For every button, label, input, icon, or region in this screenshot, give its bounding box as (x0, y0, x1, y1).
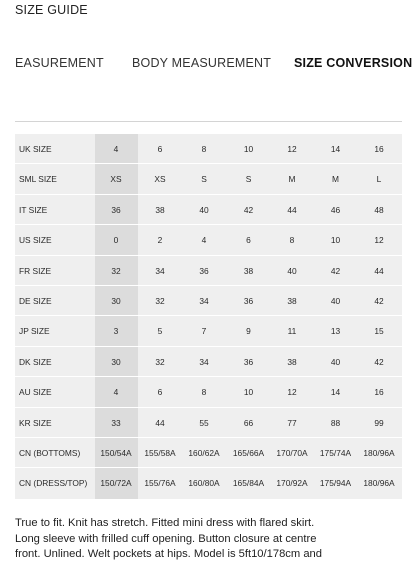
table-cell: 180/96A (363, 448, 395, 458)
table-cell: 16 (374, 387, 384, 398)
tab-product-measurement[interactable]: EASUREMENT (15, 56, 104, 70)
table-cell: 40 (330, 296, 341, 306)
table-cell: 4 (113, 144, 119, 154)
table-row (15, 347, 402, 377)
table-cell: 10 (330, 235, 341, 246)
table-cell: 8 (289, 235, 295, 246)
table-cell: 7 (201, 326, 207, 337)
table-row (15, 195, 402, 225)
row-label: UK SIZE (19, 144, 52, 154)
table-cell: 42 (374, 356, 384, 367)
row-label: JP SIZE (19, 326, 50, 337)
table-cell: 36 (243, 296, 254, 306)
table-cell: 40 (287, 265, 297, 276)
tab-body-measurement[interactable]: BODY MEASUREMENT (132, 56, 272, 70)
table-cell: 8 (201, 387, 207, 398)
table-cell: 6 (246, 235, 251, 246)
table-cell: 77 (287, 417, 297, 428)
tab-size-conversion[interactable]: SIZE CONVERSION (294, 56, 413, 70)
table-cell: 6 (157, 387, 163, 398)
table-cell: 3 (113, 326, 119, 337)
row-label: AU SIZE (19, 387, 52, 398)
table-cell: 36 (243, 356, 254, 367)
table-row (15, 438, 402, 468)
table-cell: 38 (287, 296, 297, 306)
table-cell: 32 (155, 356, 165, 367)
table-cell: 0 (113, 235, 119, 246)
row-label: KR SIZE (19, 417, 52, 428)
table-cell: 180/96A (363, 478, 395, 489)
table-cell: 4 (201, 235, 207, 246)
table-cell: 170/92A (276, 478, 308, 489)
table-row (15, 468, 402, 498)
table-cell: 40 (199, 204, 209, 215)
description-line: front. Unlined. Welt pockets at hips. Model is 5ft10/178cm and (15, 548, 322, 561)
row-label: US SIZE (19, 235, 52, 246)
table-cell: 155/76A (144, 478, 176, 489)
description-line: Long sleeve with frilled cuff opening. Button closure at centre (15, 532, 317, 545)
table-cell: 30 (111, 356, 121, 367)
table-cell: L (376, 174, 382, 185)
table-cell: 42 (243, 204, 254, 215)
table-cell: 42 (374, 296, 384, 306)
table-cell: 38 (287, 356, 297, 367)
table-row (15, 256, 402, 286)
row-label: DK SIZE (19, 356, 52, 367)
table-row (15, 408, 402, 438)
table-cell: 165/84A (232, 478, 265, 489)
table-cell: 175/74A (319, 448, 352, 458)
table-cell: 34 (155, 265, 165, 276)
table-cell: 48 (374, 204, 384, 215)
table-cell: M (332, 174, 339, 185)
table-cell: 16 (374, 144, 384, 154)
table-cell: 55 (199, 417, 209, 428)
table-cell: 34 (199, 296, 209, 306)
table-row (15, 377, 402, 407)
table-cell: 30 (111, 296, 121, 306)
table-cell: S (245, 174, 252, 185)
table-cell: 160/80A (188, 478, 220, 489)
row-label: IT SIZE (19, 204, 48, 215)
table-cell: 14 (330, 144, 341, 154)
table-row (15, 286, 402, 316)
table-cell: 6 (157, 144, 163, 154)
size-guide-tabs (0, 56, 416, 76)
table-cell: 42 (330, 265, 341, 276)
table-cell: 10 (243, 144, 254, 154)
table-cell: 8 (201, 144, 207, 154)
table-cell: 66 (243, 417, 254, 428)
table-row (15, 134, 402, 164)
table-cell: 150/72A (100, 478, 132, 489)
table-cell: 44 (287, 204, 297, 215)
table-cell: 15 (374, 326, 384, 337)
table-cell: 44 (155, 417, 165, 428)
table-cell: XS (110, 174, 122, 185)
row-label: CN (BOTTOMS) (19, 448, 81, 458)
table-cell: S (201, 174, 207, 185)
table-cell: 36 (111, 204, 121, 215)
table-cell: 170/70A (276, 448, 308, 458)
table-cell: M (288, 174, 296, 185)
table-row (15, 164, 402, 194)
table-cell: 38 (155, 204, 165, 215)
table-row (15, 316, 402, 346)
table-cell: 36 (199, 265, 209, 276)
table-cell: 175/94A (319, 478, 352, 489)
table-cell: 34 (199, 356, 209, 367)
row-label: FR SIZE (19, 265, 52, 276)
table-cell: 46 (330, 204, 341, 215)
table-cell: 12 (287, 387, 297, 398)
size-conversion-table (15, 134, 402, 499)
table-cell: 32 (111, 265, 121, 276)
table-cell: 5 (157, 326, 163, 337)
table-cell: 160/62A (188, 448, 220, 458)
table-cell: 4 (113, 387, 119, 398)
table-cell: 14 (330, 387, 341, 398)
table-cell: XS (154, 174, 166, 185)
table-cell: 40 (330, 356, 341, 367)
row-label: CN (DRESS/TOP) (19, 478, 88, 489)
table-cell: 11 (287, 326, 297, 337)
product-description (15, 516, 407, 563)
table-cell: 88 (330, 417, 341, 428)
divider (15, 121, 402, 122)
table-cell: 12 (374, 235, 384, 246)
table-cell: 33 (111, 417, 121, 428)
table-cell: 99 (374, 417, 384, 428)
table-cell: 12 (287, 144, 297, 154)
table-cell: 2 (157, 235, 163, 246)
table-cell: 150/54A (100, 448, 132, 458)
table-cell: 13 (330, 326, 341, 337)
table-cell: 32 (155, 296, 165, 306)
table-cell: 44 (374, 265, 384, 276)
table-cell: 10 (243, 387, 254, 398)
description-line: True to fit. Knit has stretch. Fitted mini dress with flared skirt. (15, 517, 315, 529)
table-cell: 165/66A (232, 448, 265, 458)
table-cell: 38 (243, 265, 254, 276)
table-cell: 155/58A (144, 448, 176, 458)
row-label: DE SIZE (19, 296, 52, 306)
table-row (15, 225, 402, 255)
size-guide-title: SIZE GUIDE (15, 3, 88, 17)
row-label: SML SIZE (19, 174, 57, 185)
table-cell: 9 (246, 326, 251, 337)
